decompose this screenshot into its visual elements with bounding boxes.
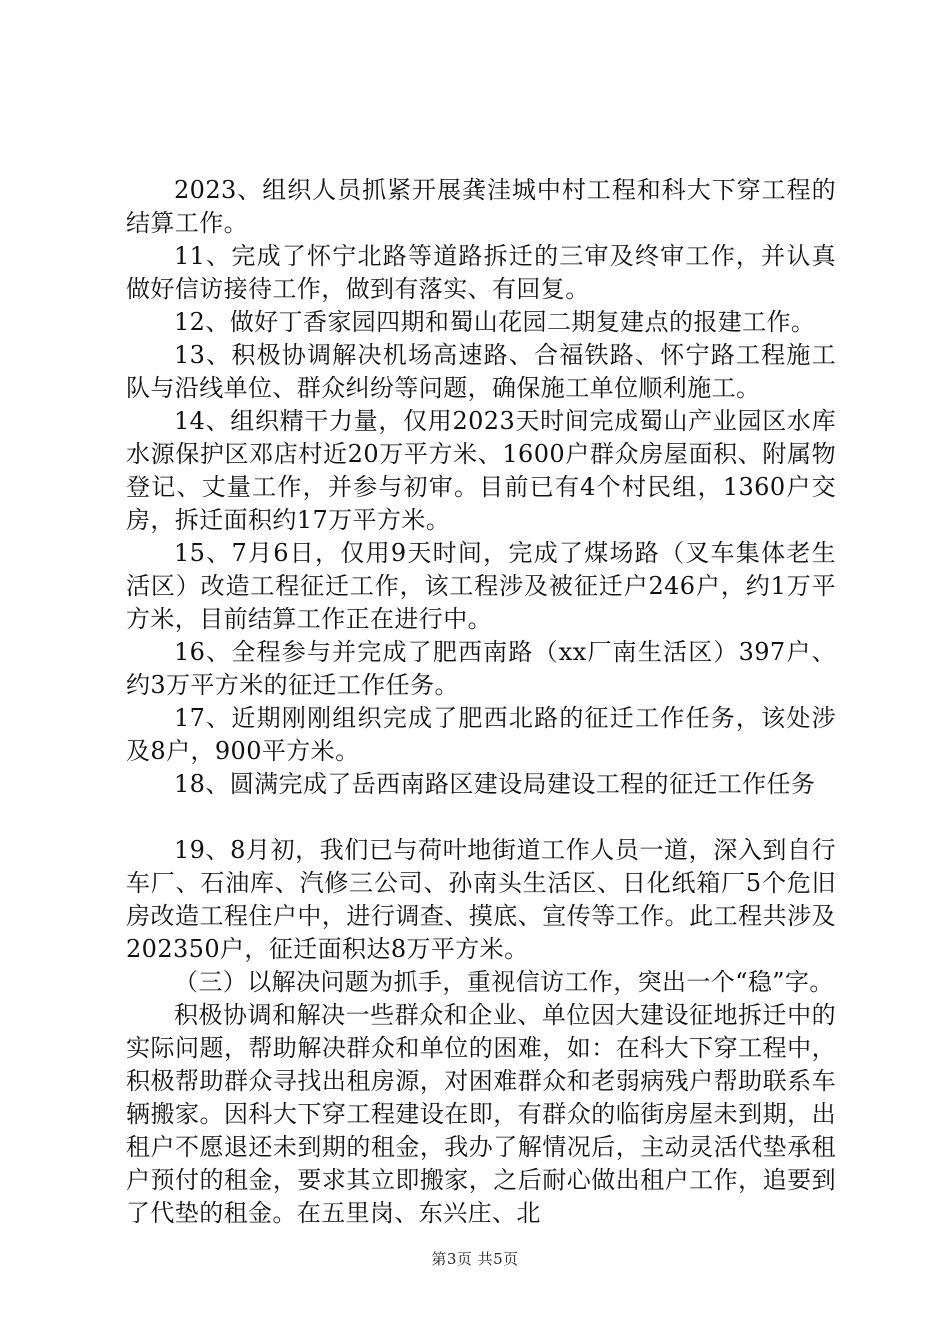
document-body bbox=[126, 174, 836, 1230]
paragraph-item-17: 17、近期刚刚组织完成了肥西北路的征迁工作任务，该处涉及8户，900平方米。 bbox=[126, 704, 836, 765]
paragraph-spacer bbox=[126, 801, 836, 834]
paragraph-item-2023: 2023、组织人员抓紧开展龚洼城中村工程和科大下穿工程的结算工作。 bbox=[126, 176, 836, 237]
paragraph-item-13: 13、积极协调解决机场高速路、合福铁路、怀宁路工程施工队与沿线单位、群众纠纷等问题，确保施工单位顺利施工。 bbox=[126, 341, 836, 402]
paragraph-petition-work: 积极协调和解决一些群众和企业、单位因大建设征地拆迁中的实际问题，帮助解决群众和单位的困难，如：在科大下穿工程中，积极帮助群众寻找出租房源，对困难群众和老弱病残户帮助联系车辆搬家。因科大下穿工程建设在即，有群众的临街房屋未到期，出租户不愿退还未到期的租金，我办了解情况后，主动灵活代垫承租户预付的租金，要求其立即搬家，之后耐心做出租户工作，追要到了代垫的租金。在五里岗、东兴庄、北 bbox=[126, 1001, 836, 1227]
paragraph-item-18: 18、圆满完成了岳西南路区建设局建设工程的征迁工作任务 bbox=[174, 770, 816, 798]
paragraph-item-16: 16、全程参与并完成了肥西南路（xx厂南生活区）397户、约3万平方米的征迁工作任务。 bbox=[126, 638, 836, 699]
section-heading-three: （三）以解决问题为抓手，重视信访工作，突出一个“稳”字。 bbox=[174, 968, 834, 996]
page-number-footer: 第3页 共5页 bbox=[431, 1250, 519, 1268]
paragraph-item-15: 15、7月6日，仅用9天时间，完成了煤场路（叉车集体老生活区）改造工程征迁工作，该工程涉及被征迁户246户，约1万平方米，目前结算工作正在进行中。 bbox=[126, 539, 836, 633]
paragraph-item-14: 14、组织精干力量，仅用2023天时间完成蜀山产业园区水库水源保护区邓店村近20万平方米、1600户群众房屋面积、附属物登记、丈量工作，并参与初审。目前已有4个村民组，1360户交房，拆迁面积约17万平方米。 bbox=[126, 407, 836, 534]
paragraph-item-19: 19、8月初，我们已与荷叶地街道工作人员一道，深入到自行车厂、石油库、汽修三公司、孙南头生活区、日化纸箱厂5个危旧房改造工程住户中，进行调查、摸底、宣传等工作。此工程共涉及202350户，征迁面积达8万平方米。 bbox=[126, 836, 836, 963]
paragraph-item-11: 11、完成了怀宁北路等道路拆迁的三审及终审工作，并认真做好信访接待工作，做到有落实、有回复。 bbox=[126, 242, 836, 303]
paragraph-item-12: 12、做好丁香家园四期和蜀山花园二期复建点的报建工作。 bbox=[174, 308, 816, 336]
